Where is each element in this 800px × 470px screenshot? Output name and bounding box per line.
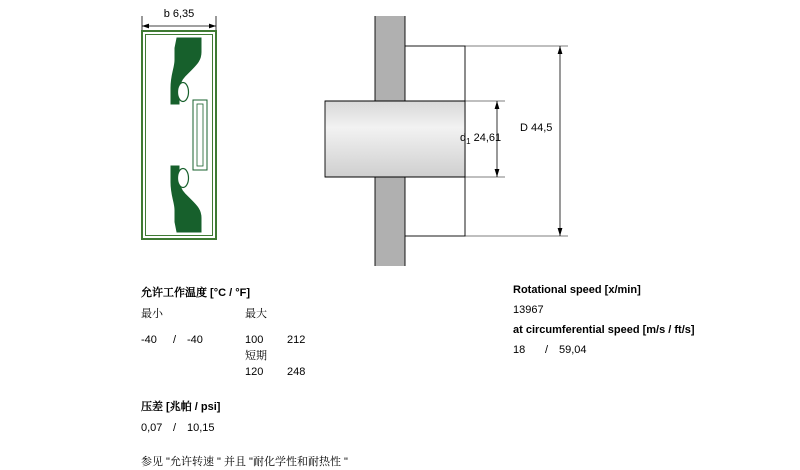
temperature-max-celsius: 100 <box>245 334 264 346</box>
circumferential-speed-separator: / <box>545 344 549 356</box>
circumferential-speed-values-row <box>513 342 773 358</box>
dimension-d1-text <box>460 132 501 146</box>
temperature-max-header: 最大 <box>245 308 267 320</box>
rotational-speed-title: Rotational speed [x/min] <box>513 284 641 296</box>
temperature-shortterm-fahrenheit: 248 <box>287 366 306 378</box>
dimension-b-value: 6,35 <box>172 8 195 20</box>
circumferential-speed-ms: 18 <box>513 344 526 356</box>
temperature-shortterm-values-row <box>141 364 441 380</box>
seal-cross-section <box>141 30 217 240</box>
temperature-shortterm-label: 短期 <box>245 350 267 362</box>
pressure-value-psi: 10,15 <box>187 422 215 434</box>
dimension-b-label: b <box>163 8 170 20</box>
dimension-b <box>141 8 217 30</box>
temperature-values-row <box>141 332 441 348</box>
dimension-D-value: 44,5 <box>531 122 553 134</box>
dimension-b-arrows <box>141 8 217 30</box>
circumferential-speed-title: at circumferential speed [m/s / ft/s] <box>513 324 695 336</box>
temperature-shortterm-label-row <box>141 348 441 364</box>
pressure-title: 压差 [兆帕 / psi] <box>141 401 221 413</box>
circumferential-speed-fts: 59,04 <box>559 344 587 356</box>
footnote-text: 参见 "允许转速 " 并且 "耐化学性和耐热性 " <box>141 456 348 468</box>
housing-shaft-assembly <box>320 16 600 266</box>
dimension-D-label: D <box>520 122 528 134</box>
temperature-max-fahrenheit: 212 <box>287 334 306 346</box>
pressure-separator: / <box>173 422 177 434</box>
temperature-min-header: 最小 <box>141 308 163 320</box>
temperature-min-separator: / <box>173 334 177 346</box>
dimension-D-text <box>520 122 552 134</box>
pressure-value-mpa: 0,07 <box>141 422 163 434</box>
rotational-speed-block <box>513 284 773 358</box>
pressure-values-row <box>141 420 441 436</box>
rotational-speed-value: 13967 <box>513 304 544 316</box>
temperature-shortterm-celsius: 120 <box>245 366 264 378</box>
temperature-min-fahrenheit: -40 <box>187 334 203 346</box>
dimension-d1-label: d <box>460 132 467 144</box>
temperature-spec-block <box>141 284 441 470</box>
rotational-speed-value-row <box>513 302 773 318</box>
dimension-d1-subscript: 1 <box>466 137 471 147</box>
seal-lip-profile <box>141 30 217 240</box>
temperature-column-headers <box>141 306 441 322</box>
temperature-min-celsius: -40 <box>141 334 157 346</box>
dimension-d1-value: 24,61 <box>473 132 502 144</box>
temperature-title: 允许工作温度 [°C / °F] <box>141 287 251 299</box>
